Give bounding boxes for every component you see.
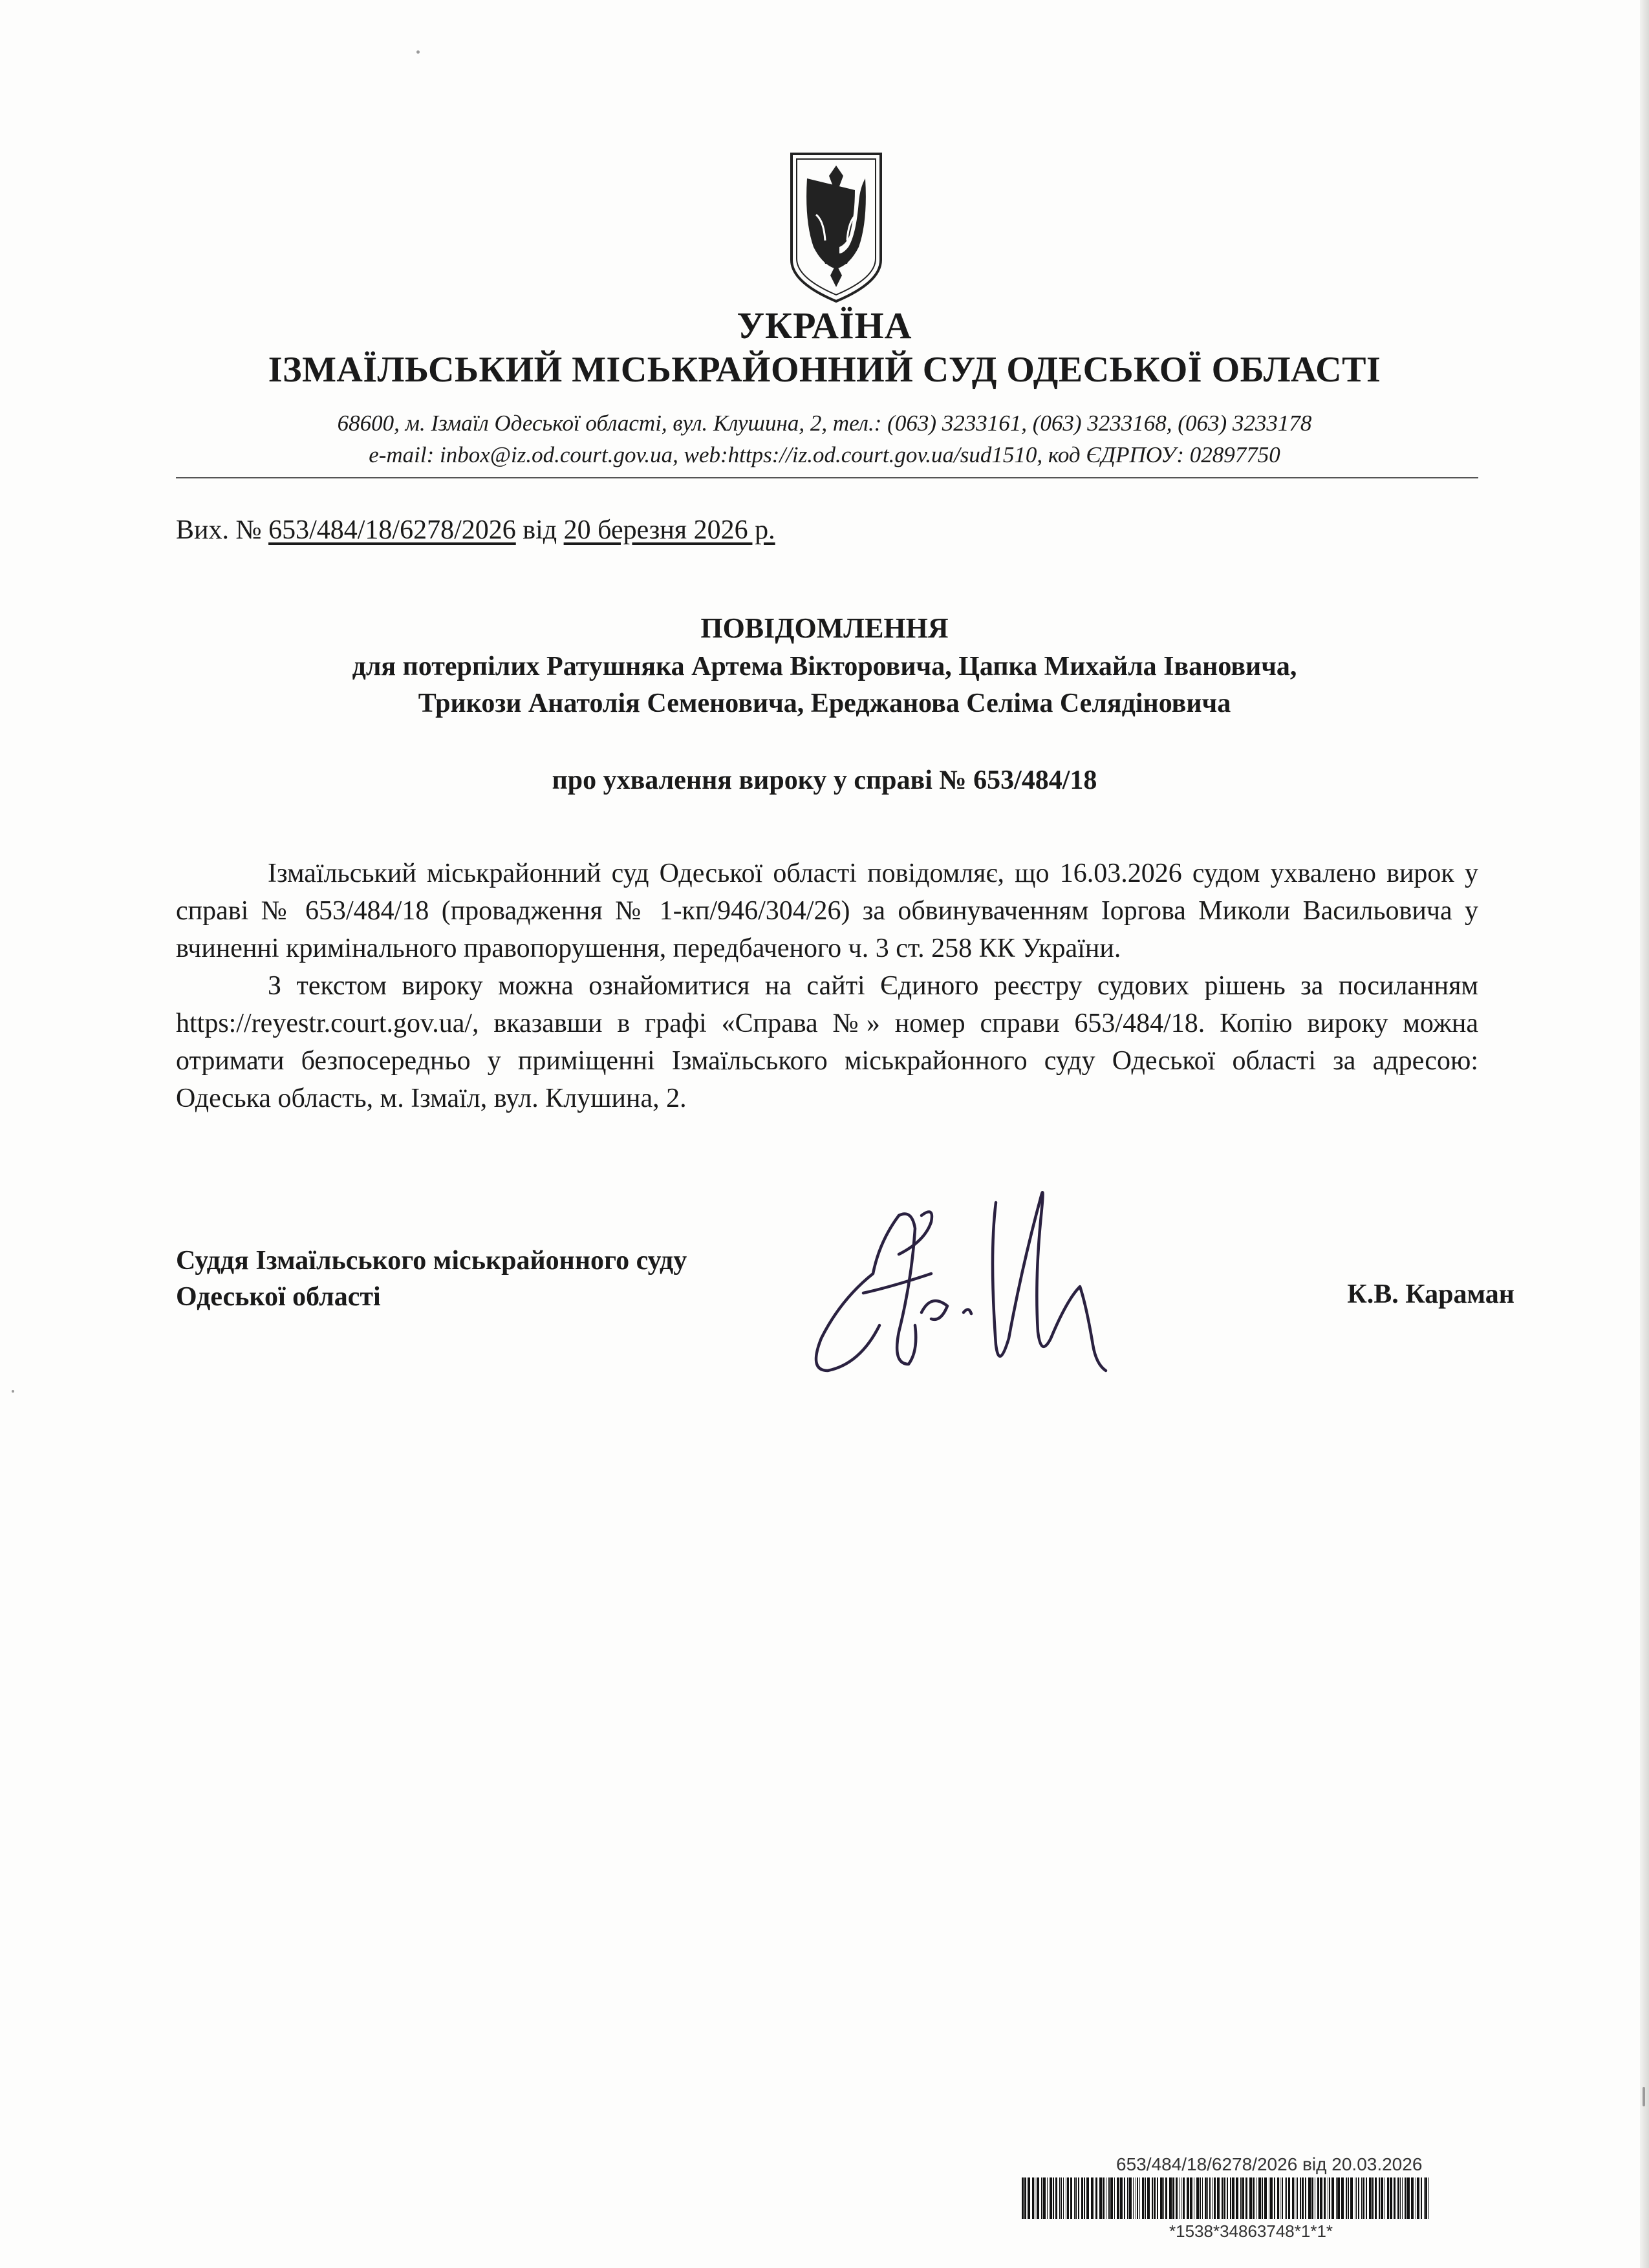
barcode-bar	[1117, 2177, 1119, 2219]
barcode-bar	[1245, 2177, 1247, 2219]
notice-recipients-line-2: Трикози Анатолія Семеновича, Ереджанова Селіма Селядіновича	[418, 689, 1231, 718]
barcode-bar	[1277, 2177, 1279, 2219]
body-paragraph-2: З текстом вироку можна ознайомитися на сайті Єдиного реєстру судових рішень за посиланням https://reyestr.court.gov.ua/, вказавши в графі «Справа №» номер справи 653/484/18. Копію вироку можна отримати безпосередньо у приміщенні Ізмаїльського міськрайонного суду Одеської області за адресою: Одеська область, м. Ізмаїл, вул. Клушина, 2.	[176, 971, 1478, 1113]
barcode-bar	[1311, 2177, 1313, 2219]
barcode-bar	[1133, 2177, 1134, 2219]
barcode-bar	[1059, 2177, 1060, 2219]
barcode-bar	[1424, 2177, 1425, 2219]
barcode-bar	[1209, 2177, 1211, 2219]
barcode-bar	[1232, 2177, 1234, 2219]
barcode-bar	[1061, 2177, 1062, 2219]
barcode-bar	[1063, 2177, 1064, 2219]
notice-body	[176, 855, 1478, 1117]
barcode-bar	[1037, 2177, 1039, 2219]
barcode-bar	[1428, 2177, 1429, 2219]
barcode-bar	[1078, 2177, 1079, 2219]
barcode-bar	[1350, 2177, 1353, 2219]
barcode-bar	[1163, 2177, 1164, 2219]
barcode-bar	[1379, 2177, 1380, 2219]
judge-name: К.В. Караман	[1347, 1279, 1514, 1309]
barcode-bar	[1366, 2177, 1367, 2219]
barcode-bar	[1292, 2177, 1294, 2219]
barcode-bar	[1356, 2177, 1357, 2219]
barcode-bar	[1270, 2177, 1273, 2219]
barcode-bar	[1262, 2177, 1263, 2219]
barcode-bar	[1223, 2177, 1225, 2219]
barcode-bar	[1024, 2177, 1026, 2219]
handwritten-signature-icon	[802, 1177, 1151, 1422]
barcode-bar	[1196, 2177, 1199, 2219]
barcode-bar	[1407, 2177, 1410, 2219]
barcode-bar	[1086, 2177, 1089, 2219]
body-paragraph-1: Ізмаїльський міськрайонний суд Одеської області повідомляє, що 16.03.2026 судом ухвалено вирок у справі № 653/484/18 (провадження № 1-кп/946/304/26) за обвинуваченням Іоргова Миколи Васильовича у вчиненні кримінального правопорушення, передбаченого ч. 3 ст. 258 КК України.	[176, 859, 1478, 963]
barcode-bar	[1402, 2177, 1403, 2219]
barcode-bar	[1387, 2177, 1389, 2219]
barcode-bar	[1147, 2177, 1150, 2219]
barcode-bar	[1095, 2177, 1097, 2219]
barcode-bar	[1081, 2177, 1083, 2219]
barcode-bar	[1160, 2177, 1163, 2219]
barcode-bar	[1253, 2177, 1255, 2219]
barcode-bar	[1381, 2177, 1383, 2219]
barcode-bar	[1032, 2177, 1034, 2219]
barcode-bar	[1341, 2177, 1344, 2219]
barcode-bar	[1317, 2177, 1319, 2219]
barcode-bar	[1114, 2177, 1115, 2219]
barcode-bar	[1425, 2177, 1427, 2219]
barcode-bar	[1336, 2177, 1337, 2219]
barcode-bar	[1074, 2177, 1075, 2219]
barcode-bar	[1337, 2177, 1340, 2219]
barcode-bar	[1324, 2177, 1326, 2219]
barcode-bar	[1053, 2177, 1054, 2219]
barcode-bar	[1050, 2177, 1052, 2219]
outgoing-middle: від	[515, 515, 564, 545]
barcode-bar	[1308, 2177, 1311, 2219]
barcode-bar	[1047, 2177, 1048, 2219]
scan-speck	[416, 50, 420, 54]
barcode-bar	[1099, 2177, 1102, 2219]
barcode-bar	[1139, 2177, 1140, 2219]
barcode-bar	[1411, 2177, 1414, 2219]
barcode-bar	[1055, 2177, 1057, 2219]
barcode-bar	[1205, 2177, 1207, 2219]
barcode-bar	[1361, 2177, 1362, 2219]
barcode-bar	[1070, 2177, 1072, 2219]
barcode-bar	[1157, 2177, 1158, 2219]
judge-position-line-2: Одеської області	[176, 1282, 381, 1312]
barcode-bar	[1169, 2177, 1172, 2219]
barcode-bar	[1152, 2177, 1153, 2219]
barcode-bar	[1305, 2177, 1306, 2219]
barcode-bar	[1274, 2177, 1275, 2219]
header-divider	[176, 477, 1478, 478]
court-address: 68600, м. Ізмаїл Одеської області, вул. Клушина, 2, тел.: (063) 3233161, (063) 3233168, (063) 3233178	[337, 411, 1312, 436]
outgoing-number: 653/484/18/6278/2026	[268, 515, 516, 545]
barcode-bar	[1288, 2177, 1290, 2219]
barcode-bar	[1214, 2177, 1216, 2219]
barcode-bar	[1028, 2177, 1030, 2219]
barcode-bar	[1236, 2177, 1238, 2219]
barcode-caption: 653/484/18/6278/2026 від 20.03.2026	[1116, 2154, 1423, 2174]
barcode-bar	[1358, 2177, 1359, 2219]
barcode-bar	[1397, 2177, 1399, 2219]
barcode-bar	[1390, 2177, 1392, 2219]
barcode-bar	[1417, 2177, 1419, 2219]
barcode-bar	[1348, 2177, 1349, 2219]
barcode-bar	[1258, 2177, 1261, 2219]
judge-position-line-1: Суддя Ізмаїльського міськрайонного суду	[176, 1246, 687, 1276]
barcode-bar	[1091, 2177, 1093, 2219]
barcode-bar	[1282, 2177, 1283, 2219]
barcode-bar	[1041, 2177, 1042, 2219]
barcode-bar	[1129, 2177, 1132, 2219]
barcode-bar	[1300, 2177, 1301, 2219]
judge-position	[176, 1243, 687, 1315]
court-contacts: e-mail: inbox@iz.od.court.gov.ua, web:https://iz.od.court.gov.ua/sud1510, код ЄДРПОУ: 02897750	[369, 442, 1280, 467]
barcode-bar	[1075, 2177, 1077, 2219]
barcode-bar	[1165, 2177, 1167, 2219]
barcode-bar	[1394, 2177, 1396, 2219]
outgoing-date: 20 березня 2026 р.	[563, 515, 775, 545]
barcode-bar	[1043, 2177, 1046, 2219]
barcode-bar	[1022, 2177, 1024, 2219]
barcode-bar	[1346, 2177, 1347, 2219]
barcode-bar	[1222, 2177, 1223, 2219]
barcode-bar	[1320, 2177, 1322, 2219]
country-title: УКРАЇНА	[737, 305, 912, 347]
barcode-bar	[1240, 2177, 1242, 2219]
barcode-digits: *1538*34863748*1*1*	[1169, 2221, 1333, 2241]
outgoing-prefix: Вих. №	[176, 515, 269, 545]
barcode-bar	[1400, 2177, 1401, 2219]
barcode-bar	[1302, 2177, 1304, 2219]
barcode-bar	[1227, 2177, 1228, 2219]
barcode-bar	[1084, 2177, 1085, 2219]
barcode-bar	[1249, 2177, 1252, 2219]
barcode-bar	[1331, 2177, 1334, 2219]
barcode-bar	[1187, 2177, 1189, 2219]
barcode-bar	[1217, 2177, 1220, 2219]
barcode-bar	[1124, 2177, 1125, 2219]
barcode-bar	[1264, 2177, 1267, 2219]
barcode-bar	[1200, 2177, 1201, 2219]
barcode-bar	[1285, 2177, 1286, 2219]
barcode-bar	[1329, 2177, 1330, 2219]
notice-title: ПОВІДОМЛЕННЯ	[700, 612, 949, 644]
barcode-bar	[1145, 2177, 1146, 2219]
barcode-bar	[1405, 2177, 1406, 2219]
barcode-bar	[1369, 2177, 1372, 2219]
barcode-bar	[1137, 2177, 1138, 2219]
barcode-bar	[1110, 2177, 1113, 2219]
barcode-bar	[1103, 2177, 1105, 2219]
scan-speck	[12, 1390, 14, 1393]
barcode-bar	[1230, 2177, 1231, 2219]
barcode-bar	[1286, 2177, 1287, 2219]
notice-recipients-line-1: для потерпілих Ратушняка Артема Вікторовича, Цапка Михайла Івановича,	[352, 652, 1297, 681]
barcode-bar	[1297, 2177, 1298, 2219]
barcode-bar	[1212, 2177, 1213, 2219]
barcode-bar	[1421, 2177, 1422, 2219]
ukraine-coat-of-arms-icon	[788, 150, 885, 305]
barcode-bar	[1363, 2177, 1364, 2219]
barcode-bar	[1108, 2177, 1110, 2219]
barcode-bar	[1375, 2177, 1377, 2219]
barcode-bar	[1127, 2177, 1128, 2219]
barcode-bar	[1120, 2177, 1123, 2219]
barcode-icon	[1022, 2177, 1436, 2219]
barcode-bar	[1242, 2177, 1244, 2219]
barcode-bar	[1183, 2177, 1185, 2219]
court-name: ІЗМАЇЛЬСЬКИЙ МІСЬКРАЙОННИЙ СУД ОДЕСЬКОЇ ОБЛАСТІ	[268, 350, 1381, 390]
barcode-bar	[1202, 2177, 1203, 2219]
barcode-bar	[1190, 2177, 1192, 2219]
barcode-bar	[1142, 2177, 1144, 2219]
barcode-bar	[1154, 2177, 1156, 2219]
notice-subject: про ухвалення вироку у справі № 653/484/18	[552, 765, 1097, 795]
barcode-bar	[1207, 2177, 1208, 2219]
barcode-bar	[1067, 2177, 1069, 2219]
outgoing-reference	[176, 515, 775, 546]
barcode-bar	[1176, 2177, 1178, 2219]
barcode-bar	[1172, 2177, 1174, 2219]
scan-speck	[1643, 2087, 1645, 2106]
barcode-bar	[1372, 2177, 1374, 2219]
